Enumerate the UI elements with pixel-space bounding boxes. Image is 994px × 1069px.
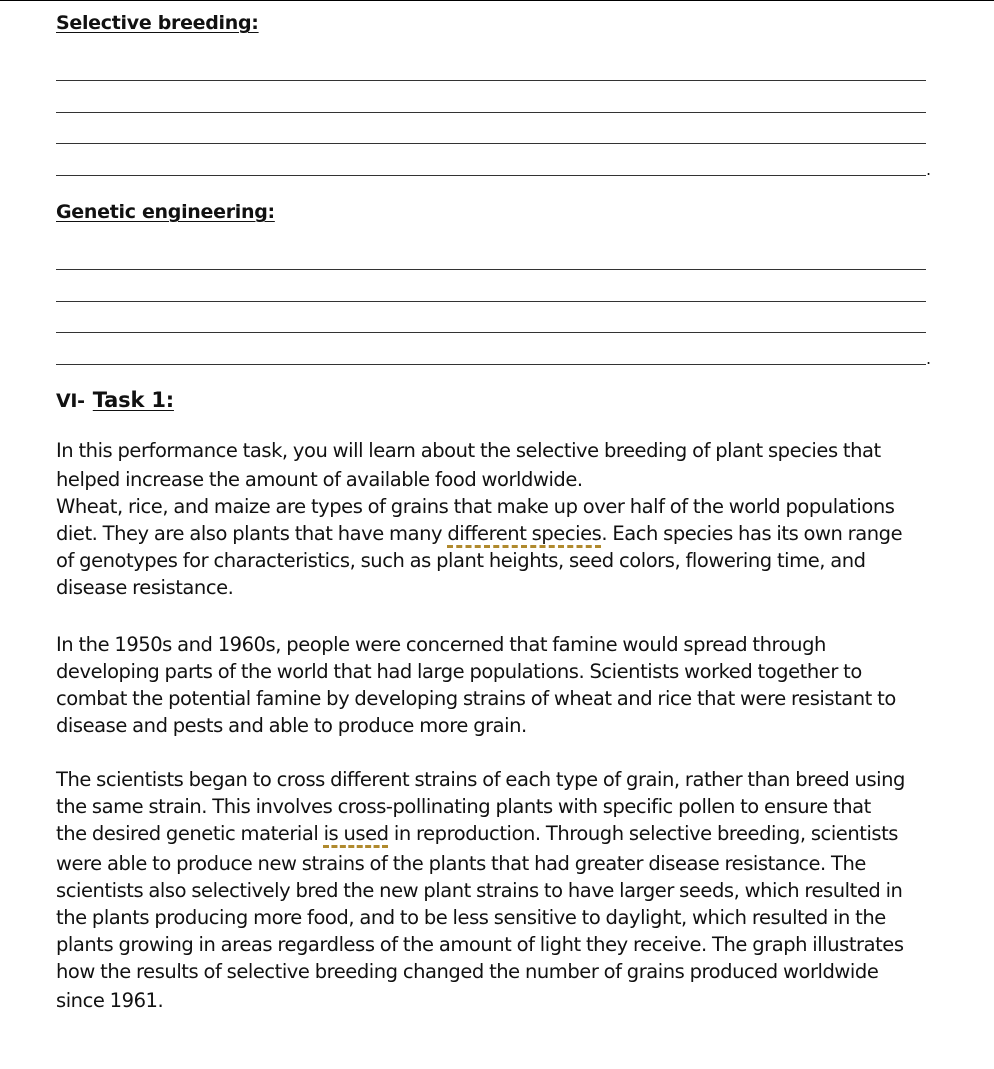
task-title: Task 1: <box>92 388 174 412</box>
p3-line-3: combat the potential famine by developing strains of wheat and rice that were resistant to <box>56 687 896 710</box>
p2-line-3: of genotypes for characteristics, such as plant heights, seed colors, flowering time, and <box>56 549 866 572</box>
intro-line-1: In this performance task, you will learn about the selective breeding of plant species that <box>56 439 881 462</box>
p4-line-3-start: the desired genetic material <box>56 822 324 845</box>
selective-breeding-answer-line-3[interactable] <box>56 143 926 144</box>
p4-line-5: scientists also selectively bred the new plant strains to have larger seeds, which resulted in <box>56 879 903 902</box>
p2-line-2-end: . Each species has its own range <box>601 522 903 545</box>
p4-line-8: how the results of selective breeding changed the number of grains produced worldwide <box>56 960 879 983</box>
genetic-engineering-answer-line-3[interactable] <box>56 332 926 333</box>
task-number: VI- <box>56 390 85 412</box>
intro-line-2: helped increase the amount of available food worldwide. <box>56 468 583 491</box>
p2-line-2-start: diet. They are also plants that have many <box>56 522 448 545</box>
p4-line-4: were able to produce new strains of the plants that had greater disease resistance. The <box>56 852 866 875</box>
selective-breeding-answer-line-2[interactable] <box>56 112 926 113</box>
selective-breeding-end-period: . <box>926 160 932 179</box>
selective-breeding-heading: Selective breeding: <box>56 12 259 34</box>
genetic-engineering-heading: Genetic engineering: <box>56 201 275 223</box>
grammar-flag-different-species[interactable]: different species <box>447 522 602 545</box>
p2-line-2 <box>56 520 902 547</box>
genetic-engineering-end-period: . <box>926 349 932 368</box>
task-heading <box>56 388 174 412</box>
grammar-flag-is-used[interactable]: is used <box>323 822 389 845</box>
genetic-engineering-answer-line-1[interactable] <box>56 269 926 270</box>
p4-line-6: the plants producing more food, and to be less sensitive to daylight, which resulted in the <box>56 906 886 929</box>
p3-line-2: developing parts of the world that had large populations. Scientists worked together to <box>56 660 862 683</box>
page-top-border <box>0 0 994 1</box>
genetic-engineering-answer-line-4[interactable] <box>56 364 926 365</box>
genetic-engineering-answer-line-2[interactable] <box>56 301 926 302</box>
p4-line-1: The scientists began to cross different strains of each type of grain, rather than breed using <box>56 768 905 791</box>
p4-line-7: plants growing in areas regardless of the amount of light they receive. The graph illustrates <box>56 933 904 956</box>
p3-line-1: In the 1950s and 1960s, people were concerned that famine would spread through <box>56 633 826 656</box>
selective-breeding-answer-line-1[interactable] <box>56 80 926 81</box>
p2-line-1: Wheat, rice, and maize are types of grains that make up over half of the world populations <box>56 495 895 518</box>
p4-line-9: since 1961. <box>56 989 164 1012</box>
p4-line-3 <box>56 820 898 847</box>
p2-line-4: disease resistance. <box>56 576 234 599</box>
p4-line-2: the same strain. This involves cross-pollinating plants with specific pollen to ensure that <box>56 795 871 818</box>
p4-line-3-end: in reproduction. Through selective breeding, scientists <box>388 822 899 845</box>
p3-line-4: disease and pests and able to produce more grain. <box>56 714 527 737</box>
selective-breeding-answer-line-4[interactable] <box>56 175 926 176</box>
